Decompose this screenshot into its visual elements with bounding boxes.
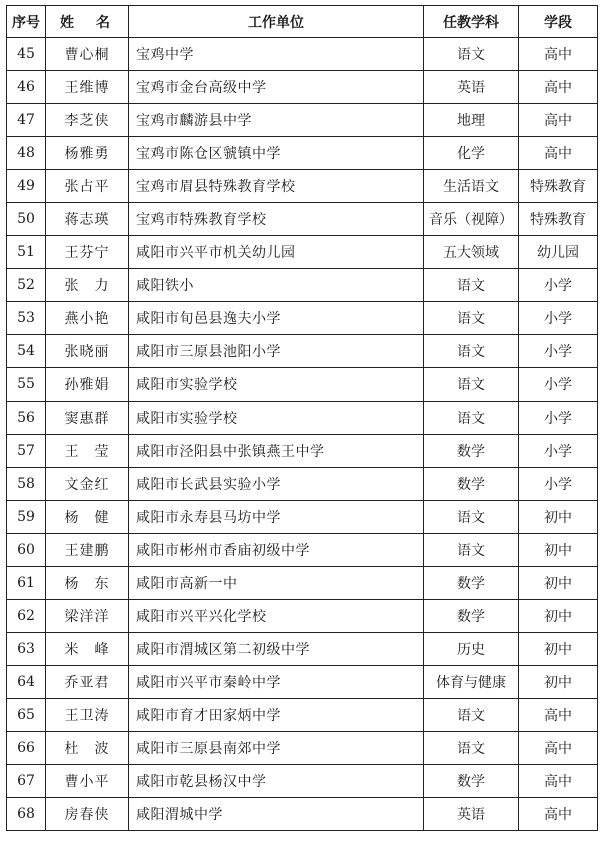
cell-name: 梁洋洋 <box>46 599 129 632</box>
cell-subject: 英语 <box>424 798 519 831</box>
cell-school-level: 初中 <box>519 533 598 566</box>
cell-work-unit: 宝鸡中学 <box>129 38 424 71</box>
cell-name: 王维博 <box>46 71 129 104</box>
cell-school-level: 高中 <box>519 137 598 170</box>
cell-work-unit: 咸阳市三原县池阳小学 <box>129 335 424 368</box>
cell-serial-number: 46 <box>7 71 46 104</box>
cell-school-level: 高中 <box>519 71 598 104</box>
cell-school-level: 小学 <box>519 467 598 500</box>
table-row <box>7 467 598 500</box>
cell-serial-number: 55 <box>7 368 46 401</box>
cell-serial-number: 67 <box>7 765 46 798</box>
cell-name: 王 莹 <box>46 434 129 467</box>
cell-school-level: 小学 <box>519 302 598 335</box>
cell-name: 蒋志瑛 <box>46 203 129 236</box>
cell-name: 曹小平 <box>46 765 129 798</box>
cell-work-unit: 咸阳市实验学校 <box>129 368 424 401</box>
cell-work-unit: 宝鸡市金台高级中学 <box>129 71 424 104</box>
cell-work-unit: 咸阳市渭城区第二初级中学 <box>129 632 424 665</box>
cell-name: 王建鹏 <box>46 533 129 566</box>
table-header-row <box>7 6 598 38</box>
cell-work-unit: 咸阳市旬邑县逸夫小学 <box>129 302 424 335</box>
cell-school-level: 小学 <box>519 269 598 302</box>
cell-work-unit: 宝鸡市眉县特殊教育学校 <box>129 170 424 203</box>
cell-subject: 数学 <box>424 434 519 467</box>
cell-name: 燕小艳 <box>46 302 129 335</box>
cell-name: 张 力 <box>46 269 129 302</box>
cell-serial-number: 63 <box>7 632 46 665</box>
cell-work-unit: 咸阳市高新一中 <box>129 566 424 599</box>
cell-school-level: 高中 <box>519 38 598 71</box>
cell-school-level: 初中 <box>519 566 598 599</box>
cell-school-level: 小学 <box>519 368 598 401</box>
cell-subject: 音乐（视障） <box>424 203 519 236</box>
cell-school-level: 小学 <box>519 434 598 467</box>
cell-name: 文金红 <box>46 467 129 500</box>
cell-school-level: 特殊教育 <box>519 203 598 236</box>
cell-name: 杨 东 <box>46 566 129 599</box>
cell-work-unit: 宝鸡市特殊教育学校 <box>129 203 424 236</box>
cell-name: 米 峰 <box>46 632 129 665</box>
header-serial-number: 序号 <box>7 6 46 38</box>
cell-serial-number: 66 <box>7 731 46 764</box>
header-school-level: 学段 <box>519 6 598 38</box>
cell-subject: 英语 <box>424 71 519 104</box>
cell-school-level: 初中 <box>519 500 598 533</box>
table-row <box>7 665 598 698</box>
cell-school-level: 高中 <box>519 104 598 137</box>
cell-name: 孙雅娟 <box>46 368 129 401</box>
table-row <box>7 137 598 170</box>
table-row <box>7 104 598 137</box>
cell-work-unit: 咸阳市泾阳县中张镇燕王中学 <box>129 434 424 467</box>
table-row <box>7 401 598 434</box>
cell-work-unit: 咸阳市乾县杨汉中学 <box>129 765 424 798</box>
cell-serial-number: 68 <box>7 798 46 831</box>
cell-subject: 历史 <box>424 632 519 665</box>
table-row <box>7 434 598 467</box>
cell-serial-number: 60 <box>7 533 46 566</box>
cell-work-unit: 宝鸡市麟游县中学 <box>129 104 424 137</box>
table-row <box>7 533 598 566</box>
cell-serial-number: 51 <box>7 236 46 269</box>
cell-name: 王芬宁 <box>46 236 129 269</box>
cell-name: 张占平 <box>46 170 129 203</box>
cell-subject: 地理 <box>424 104 519 137</box>
table-row <box>7 500 598 533</box>
header-subject: 任教学科 <box>424 6 519 38</box>
cell-name: 房春侠 <box>46 798 129 831</box>
cell-serial-number: 54 <box>7 335 46 368</box>
cell-subject: 语文 <box>424 731 519 764</box>
cell-work-unit: 咸阳市育才田家炳中学 <box>129 698 424 731</box>
teacher-list-table <box>6 5 598 831</box>
cell-school-level: 初中 <box>519 632 598 665</box>
cell-subject: 数学 <box>424 599 519 632</box>
header-work-unit: 工作单位 <box>129 6 424 38</box>
cell-subject: 语文 <box>424 38 519 71</box>
cell-school-level: 高中 <box>519 698 598 731</box>
cell-serial-number: 50 <box>7 203 46 236</box>
table-row <box>7 170 598 203</box>
table-body <box>7 38 598 831</box>
table-row <box>7 236 598 269</box>
cell-subject: 生活语文 <box>424 170 519 203</box>
cell-serial-number: 52 <box>7 269 46 302</box>
cell-work-unit: 咸阳市长武县实验小学 <box>129 467 424 500</box>
cell-subject: 数学 <box>424 566 519 599</box>
cell-serial-number: 56 <box>7 401 46 434</box>
cell-name: 张晓丽 <box>46 335 129 368</box>
cell-work-unit: 咸阳市实验学校 <box>129 401 424 434</box>
cell-school-level: 高中 <box>519 798 598 831</box>
table-row <box>7 71 598 104</box>
table-row <box>7 335 598 368</box>
cell-work-unit: 咸阳市兴平兴化学校 <box>129 599 424 632</box>
cell-name: 曹心桐 <box>46 38 129 71</box>
cell-school-level: 小学 <box>519 401 598 434</box>
cell-subject: 语文 <box>424 302 519 335</box>
table-row <box>7 765 598 798</box>
cell-serial-number: 57 <box>7 434 46 467</box>
cell-serial-number: 49 <box>7 170 46 203</box>
cell-serial-number: 58 <box>7 467 46 500</box>
cell-subject: 数学 <box>424 765 519 798</box>
table-row <box>7 269 598 302</box>
cell-name: 杨 健 <box>46 500 129 533</box>
cell-school-level: 高中 <box>519 765 598 798</box>
cell-name: 杨雅勇 <box>46 137 129 170</box>
cell-subject: 语文 <box>424 698 519 731</box>
cell-subject: 语文 <box>424 500 519 533</box>
table-row <box>7 698 598 731</box>
cell-subject: 体育与健康 <box>424 665 519 698</box>
cell-serial-number: 61 <box>7 566 46 599</box>
cell-subject: 化学 <box>424 137 519 170</box>
cell-name: 李芝侠 <box>46 104 129 137</box>
table-row <box>7 731 598 764</box>
cell-name: 王卫涛 <box>46 698 129 731</box>
cell-work-unit: 咸阳铁小 <box>129 269 424 302</box>
cell-subject: 语文 <box>424 368 519 401</box>
cell-serial-number: 62 <box>7 599 46 632</box>
table-row <box>7 302 598 335</box>
cell-subject: 语文 <box>424 401 519 434</box>
cell-name: 乔亚君 <box>46 665 129 698</box>
cell-serial-number: 59 <box>7 500 46 533</box>
cell-school-level: 高中 <box>519 731 598 764</box>
cell-school-level: 初中 <box>519 665 598 698</box>
cell-school-level: 初中 <box>519 599 598 632</box>
table-row <box>7 368 598 401</box>
cell-serial-number: 47 <box>7 104 46 137</box>
cell-school-level: 幼儿园 <box>519 236 598 269</box>
cell-work-unit: 咸阳渭城中学 <box>129 798 424 831</box>
cell-subject: 语文 <box>424 269 519 302</box>
cell-subject: 语文 <box>424 533 519 566</box>
cell-name: 窦惠群 <box>46 401 129 434</box>
cell-name: 杜 波 <box>46 731 129 764</box>
cell-school-level: 特殊教育 <box>519 170 598 203</box>
cell-subject: 数学 <box>424 467 519 500</box>
cell-serial-number: 48 <box>7 137 46 170</box>
header-name: 姓 名 <box>46 6 129 38</box>
cell-work-unit: 咸阳市兴平市秦岭中学 <box>129 665 424 698</box>
cell-work-unit: 咸阳市兴平市机关幼儿园 <box>129 236 424 269</box>
cell-subject: 五大领域 <box>424 236 519 269</box>
table-row <box>7 632 598 665</box>
cell-work-unit: 咸阳市彬州市香庙初级中学 <box>129 533 424 566</box>
table-row <box>7 798 598 831</box>
cell-serial-number: 45 <box>7 38 46 71</box>
cell-school-level: 小学 <box>519 335 598 368</box>
cell-serial-number: 64 <box>7 665 46 698</box>
cell-serial-number: 53 <box>7 302 46 335</box>
table-row <box>7 38 598 71</box>
table-row <box>7 566 598 599</box>
cell-serial-number: 65 <box>7 698 46 731</box>
cell-work-unit: 宝鸡市陈仓区虢镇中学 <box>129 137 424 170</box>
cell-work-unit: 咸阳市永寿县马坊中学 <box>129 500 424 533</box>
table-row <box>7 203 598 236</box>
cell-subject: 语文 <box>424 335 519 368</box>
cell-work-unit: 咸阳市三原县南郊中学 <box>129 731 424 764</box>
table-row <box>7 599 598 632</box>
